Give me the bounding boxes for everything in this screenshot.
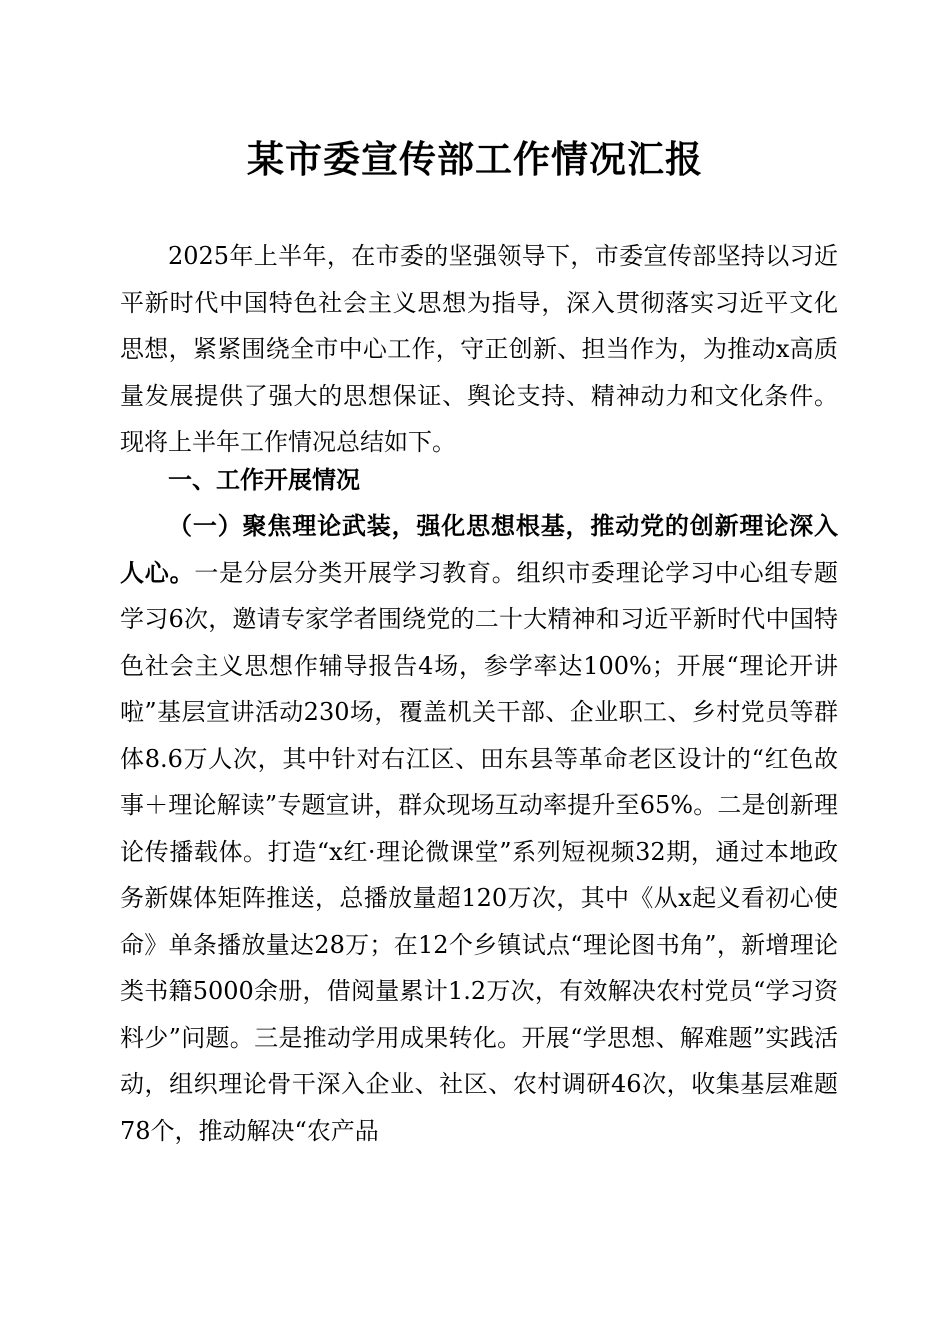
document-title: 某市委宣传部工作情况汇报 <box>247 137 703 181</box>
subsection-paragraph <box>120 503 838 1154</box>
subsection-heading: （一）聚焦理论武装，强化思想根基，推动党的创新理论深入人心。 <box>120 512 838 587</box>
intro-paragraph: 2025年上半年，在市委的坚强领导下，市委宣传部坚持以习近平新时代中国特色社会主义思想为指导，深入贯彻落实习近平文化思想，紧紧围绕全市中心工作，守正创新、担当作为，为推动x高质量发展提供了强大的思想保证、舆论支持、精神动力和文化条件。现将上半年工作情况总结如下。 <box>120 242 838 456</box>
section-heading: 一、工作开展情况 <box>168 466 360 494</box>
subsection-body: 一是分层分类开展学习教育。组织市委理论学习中心组专题学习6次，邀请专家学者围绕党的二十大精神和习近平新时代中国特色社会主义思想作辅导报告4场，参学率达100%；开展“理论开讲啦”基层宣讲活动230场，覆盖机关干部、企业职工、乡村党员等群体8.6万人次，其中针对右江区、田东县等革命老区设计的“红色故事＋理论解读”专题宣讲，群众现场互动率提升至65%。二是创新理论传播载体。打造“x红·理论微课堂”系列短视频32期，通过本地政务新媒体矩阵推送，总播放量超120万次，其中《从x起义看初心使命》单条播放量达28万；在12个乡镇试点“理论图书角”，新增理论类书籍5000余册，借阅量累计1.2万次，有效解决农村党员“学习资料少”问题。三是推动学用成果转化。开展“学思想、解难题”实践活动，组织理论骨干深入企业、社区、农村调研46次，收集基层难题78个，推动解决“农产品 <box>120 558 839 1145</box>
